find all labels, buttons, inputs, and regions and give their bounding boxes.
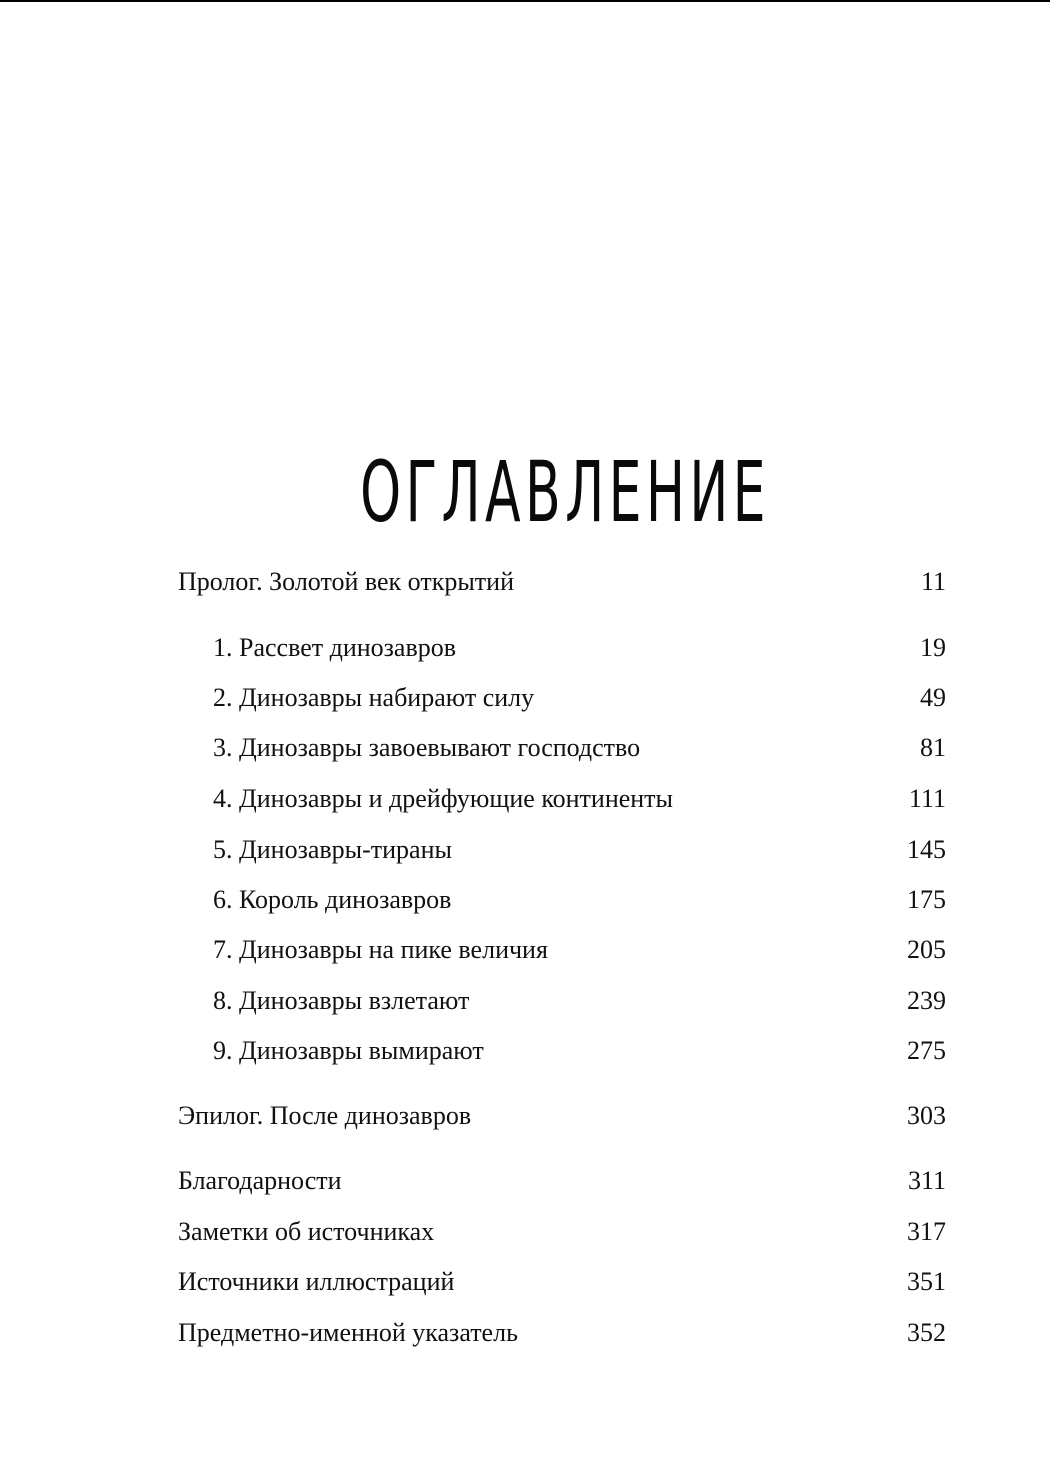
toc-entry-label: 7. Динозавры на пике величия — [213, 935, 548, 964]
toc-entry-page: 81 — [920, 733, 946, 762]
toc-entry-page: 49 — [920, 683, 946, 712]
toc-entry-page: 175 — [907, 885, 946, 914]
toc-entry-label: 3. Динозавры завоевывают господство — [213, 733, 641, 762]
toc-entry-label: Эпилог. После динозавров — [178, 1101, 472, 1130]
top-rule — [0, 0, 1050, 2]
toc-entry-label: Благодарности — [178, 1166, 342, 1195]
toc-entry-label: 8. Динозавры взлетают — [213, 986, 470, 1015]
toc-entry-label: Предметно-именной указатель — [178, 1318, 518, 1347]
toc-entry-page: 352 — [907, 1318, 946, 1347]
toc-entry-chapter-4[interactable] — [178, 782, 946, 816]
toc-entry-page: 145 — [907, 835, 946, 864]
toc-entry-label: 1. Рассвет динозавров — [213, 633, 457, 662]
toc-entry-label: 9. Динозавры вымирают — [213, 1036, 484, 1065]
toc-entry-page: 239 — [907, 986, 946, 1015]
toc-entry-chapter-1[interactable] — [178, 631, 946, 665]
toc-entry-chapter-8[interactable] — [178, 984, 946, 1018]
toc-entry-label: Источники иллюстраций — [178, 1267, 455, 1296]
toc-entry-source-notes[interactable] — [178, 1215, 946, 1249]
toc-entry-acknowledgements[interactable] — [178, 1164, 946, 1198]
toc-entry-chapter-7[interactable] — [178, 933, 946, 967]
toc-entry-page: 111 — [908, 784, 946, 813]
toc-entry-chapter-2[interactable] — [178, 681, 946, 715]
toc-entry-label: Пролог. Золотой век открытий — [178, 567, 514, 596]
toc-entry-illustration-sources[interactable] — [178, 1265, 946, 1299]
toc-entry-chapter-3[interactable] — [178, 731, 946, 765]
toc-entry-page: 19 — [920, 633, 946, 662]
toc-entry-chapter-6[interactable] — [178, 883, 946, 917]
toc-entry-label: 6. Король динозавров — [213, 885, 452, 914]
toc-entry-page: 275 — [907, 1036, 946, 1065]
toc-entry-label: 5. Динозавры-тираны — [213, 835, 452, 864]
toc-entry-page: 351 — [907, 1267, 946, 1296]
toc-entry-page: 11 — [920, 567, 946, 596]
toc-entry-epilogue[interactable] — [178, 1099, 946, 1133]
toc-entry-index[interactable] — [178, 1316, 946, 1350]
toc-entry-chapter-5[interactable] — [178, 833, 946, 867]
toc-entry-page: 303 — [907, 1101, 946, 1130]
toc-entry-page: 317 — [907, 1217, 946, 1246]
toc-entry-label: 2. Динозавры набирают силу — [213, 683, 535, 712]
toc-entry-label: 4. Динозавры и дрейфующие континенты — [213, 784, 674, 813]
page-title: ОГЛАВЛЕНИЕ — [360, 443, 770, 542]
toc-entry-chapter-9[interactable] — [178, 1034, 946, 1068]
toc-entry-prologue[interactable] — [178, 565, 946, 599]
toc-entry-label: Заметки об источниках — [178, 1217, 435, 1246]
toc-entry-page: 205 — [907, 935, 946, 964]
toc-entry-page: 311 — [907, 1166, 946, 1195]
